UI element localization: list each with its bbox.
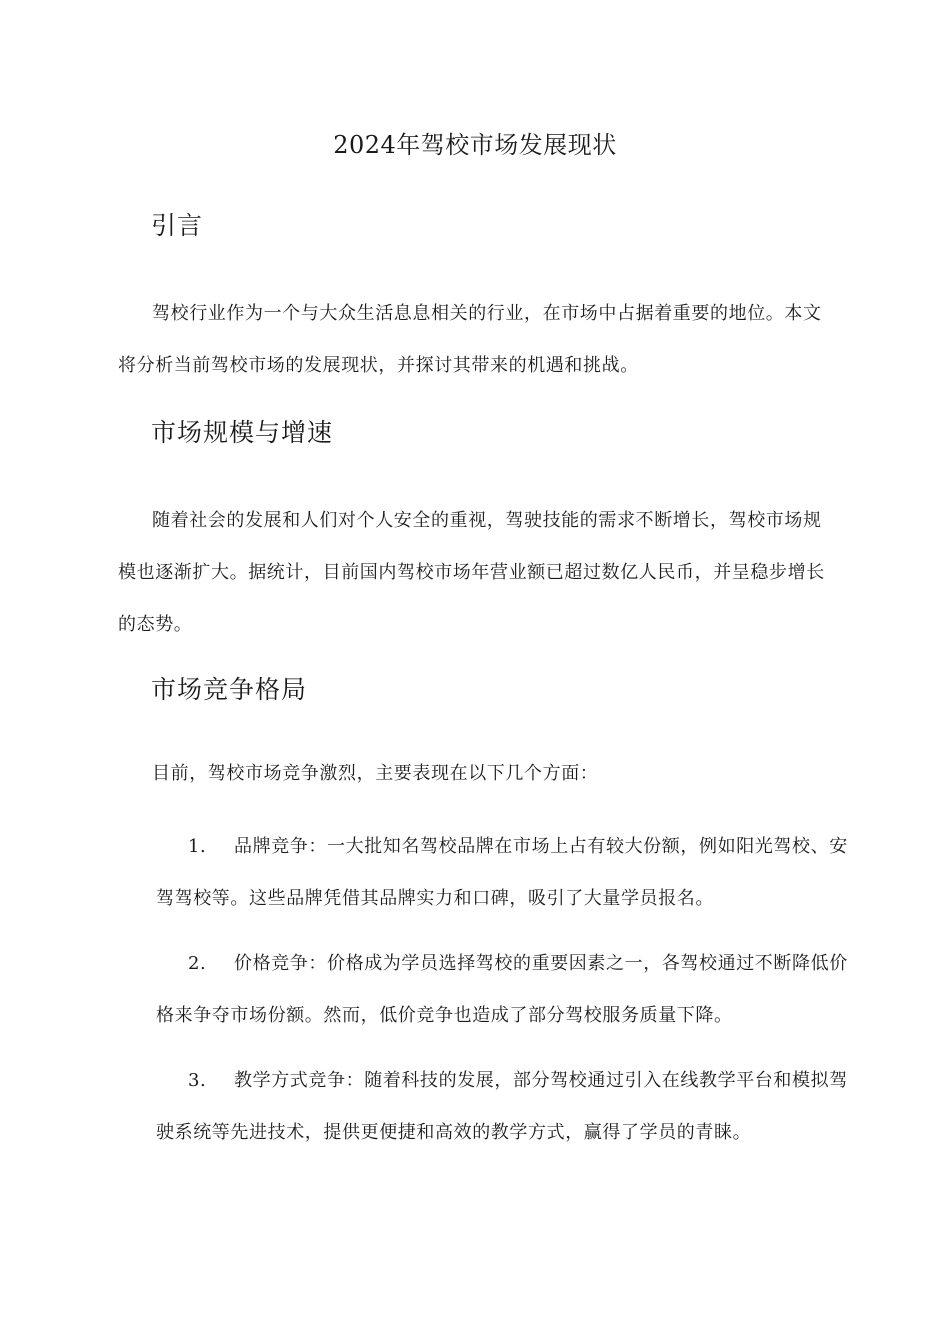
list-item	[156, 821, 856, 925]
list-item-text: 价格竞争：价格成为学员选择驾校的重要因素之一，各驾校通过不断降低价格来争夺市场份额。然而，低价竞争也造成了部分驾校服务质量下降。	[156, 953, 848, 1026]
document-title: 2024年驾校市场发展现状	[333, 131, 617, 159]
section-heading-competition: 市场竞争格局	[151, 675, 308, 704]
competition-intro-paragraph: 目前，驾校市场竞争激烈，主要表现在以下几个方面：	[152, 763, 599, 784]
list-item-text: 教学方式竞争：随着科技的发展，部分驾校通过引入在线教学平台和模拟驾驶系统等先进技术，提供更便捷和高效的教学方式，赢得了学员的青睐。	[156, 1070, 848, 1143]
list-item-number: 3.	[188, 1070, 207, 1091]
introduction-paragraph: 驾校行业作为一个与大众生活息息相关的行业，在市场中占据着重要的地位。本文将分析当前驾校市场的发展现状，并探讨其带来的机遇和挑战。	[118, 303, 822, 376]
list-item-number: 1.	[188, 836, 207, 857]
list-item-text: 品牌竞争：一大批知名驾校品牌在市场上占有较大份额，例如阳光驾校、安驾驾校等。这些品牌凭借其品牌实力和口碑，吸引了大量学员报名。	[156, 836, 848, 909]
section-heading-market-size: 市场规模与增速	[151, 418, 334, 447]
market-size-paragraph: 随着社会的发展和人们对个人安全的重视，驾驶技能的需求不断增长，驾校市场规模也逐渐扩大。据统计，目前国内驾校市场年营业额已超过数亿人民币，并呈稳步增长的态势。	[118, 510, 825, 635]
list-item-number: 2.	[188, 953, 207, 974]
list-item	[156, 938, 856, 1042]
section-heading-introduction: 引言	[151, 211, 204, 240]
list-item	[156, 1055, 856, 1159]
